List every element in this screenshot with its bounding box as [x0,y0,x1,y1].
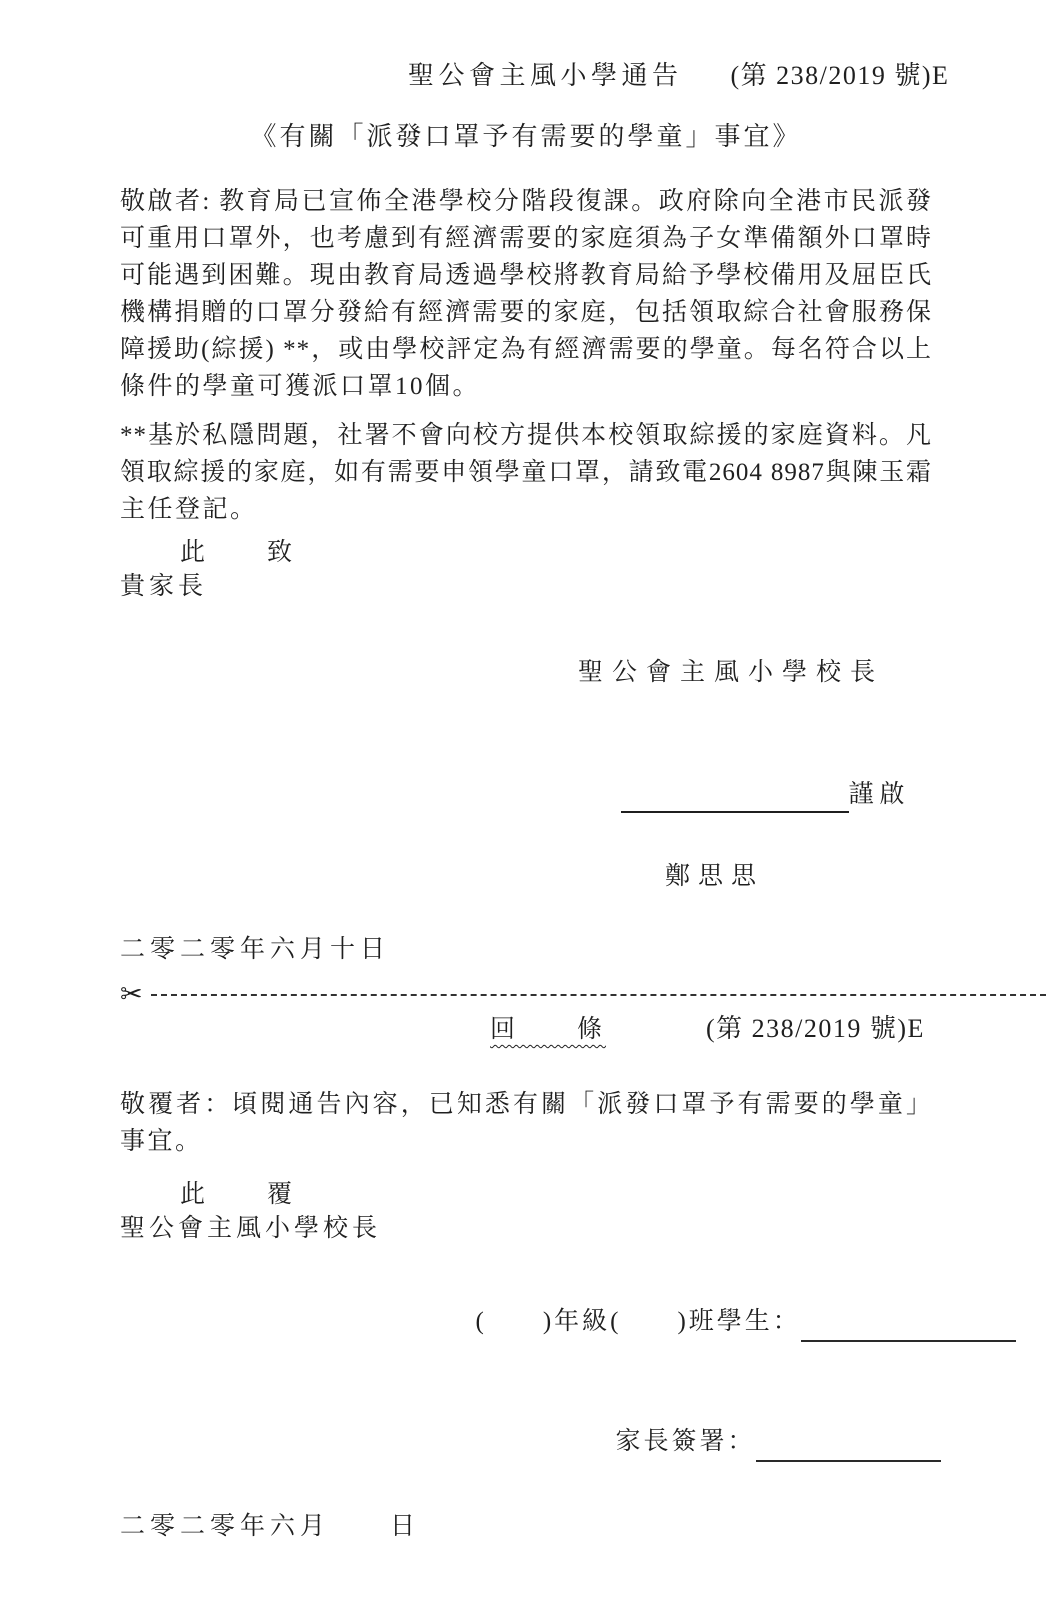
sign-suffix: 謹啟 [848,781,911,808]
dashed-cut-rule [151,994,1046,996]
reply-slip-ref-number: (第 238/2019 號)E [706,1014,925,1043]
cut-line [120,980,932,1010]
text-line: 事宜。 [120,1128,203,1155]
reply-slip-date: 二零二零年六月 日 [120,1513,421,1540]
closing-line: 此 致 [180,539,297,566]
notice-subject: 《有關「派發口罩予有需要的學童」事宜》 [250,122,802,151]
addressee: 貴家長 [120,573,208,600]
text-line: 條件的學童可獲派口罩10個。 [120,373,481,400]
student-info-row [420,1262,932,1382]
notice-ref-number: (第 238/2019 號)E [730,61,950,90]
footnote-paragraph [120,417,932,528]
reply-slip-header [120,1010,932,1048]
text-line: 敬覆者：頃閱通告內容，已知悉有關「派發口罩予有需要的學童」 [120,1091,932,1118]
text-line: 領取綜援的家庭，如有需要申領學童口罩，請致電2604 8987與陳玉霜 [120,459,932,486]
text-line: 可重用口罩外，也考慮到有經濟需要的家庭須為子女準備額外口罩時 [120,225,932,252]
signature-blank-line [621,781,849,813]
notice-date: 二零二零年六月十日 [120,936,391,963]
notice-header [120,55,950,92]
text-line: 機構捐贈的口罩分發給有經濟需要的家庭，包括領取綜合社會服務保 [120,299,932,326]
principal-title: 聖公會主風小學校長 [578,659,885,686]
body-paragraph-1 [120,183,932,405]
parent-signature-row [560,1382,932,1502]
text-line: 敬啟者: 教育局已宣佈全港學校分階段復課。政府除向全港市民派發 [120,188,932,215]
text-line: 主任登記。 [120,496,258,523]
signature-row [583,739,932,850]
school-notice-title: 聖公會主風小學通告 [408,61,683,90]
reply-slip-paragraph [120,1086,932,1160]
text-line: 障援助(綜援) **，或由學校評定為有經濟需要的學童。每名符合以上 [120,336,932,363]
student-line-label: ( )年級( )班學生： [475,1308,801,1335]
parent-signature-blank [756,1430,941,1462]
text-line: 可能遇到困難。現由教育局透過學校將教育局給予學校備用及屈臣氏 [120,262,932,289]
text-line: **基於私隱問題，社署不會向校方提供本校領取綜援的家庭資料。凡 [120,422,932,449]
scissors-icon: ✂ [120,979,143,1010]
reply-addressee: 聖公會主風小學校長 [120,1215,382,1242]
parent-sign-label: 家長簽署： [615,1428,756,1455]
student-name-blank [801,1310,1016,1342]
reply-slip-title: 回 條 [490,1016,607,1043]
reply-closing-line: 此 覆 [180,1181,297,1208]
principal-name: 鄭思思 [665,863,765,890]
